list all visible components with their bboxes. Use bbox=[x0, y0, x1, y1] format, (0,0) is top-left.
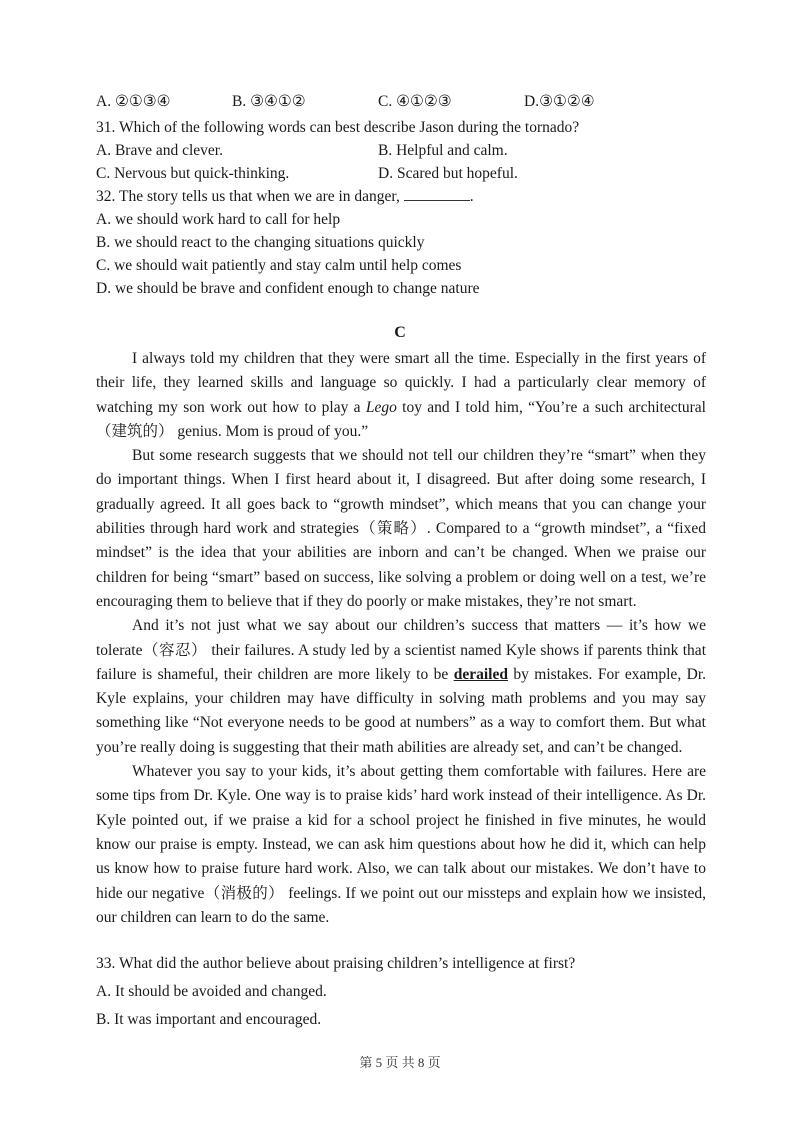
passage-paragraph-3 bbox=[96, 614, 706, 760]
q32-stem-text: 32. The story tells us that when we are in danger, bbox=[96, 188, 400, 205]
q31-option-d: D. Scared but hopeful. bbox=[378, 165, 518, 182]
page-footer: 第 5 页 共 8 页 bbox=[359, 1055, 441, 1070]
derailed-keyword: derailed bbox=[453, 665, 508, 683]
passage-paragraph-1 bbox=[96, 347, 706, 444]
q30-option-c: C. ④①②③ bbox=[378, 93, 452, 110]
question-32 bbox=[96, 185, 716, 300]
q30-option-b: B. ③④①② bbox=[232, 93, 306, 110]
q31-option-a: A. Brave and clever. bbox=[96, 142, 223, 159]
q32-option-b: B. we should react to the changing situations quickly bbox=[96, 234, 425, 251]
q30-option-a: A. ②①③④ bbox=[96, 93, 171, 110]
p3-text-a: And it’s not just what we say about our children’s success that matters — it’s how we tolerate（容忍） their failures. A study led by a scientist named Kyle shows if parents think that failure is shameful, their children are more likely to be bbox=[96, 617, 706, 683]
p3-text-b: by mistakes. For example, Dr. Kyle explains, your children may have difficulty in solving math problems and you may say something like “Not everyone needs to be good at numbers” as a way to comfort them. But what you’re really doing is suggesting that their math abilities are already set, and can’t be changed. bbox=[96, 665, 706, 756]
q31-stem: 31. Which of the following words can best describe Jason during the tornado? bbox=[96, 119, 580, 136]
q31-option-b: B. Helpful and calm. bbox=[378, 142, 508, 159]
lego-term: Lego bbox=[365, 398, 397, 416]
reading-passage bbox=[96, 347, 706, 930]
answer-blank bbox=[404, 186, 470, 201]
question-31 bbox=[96, 116, 716, 185]
question-33 bbox=[96, 950, 716, 1034]
q32-option-d: D. we should be brave and confident enough to change nature bbox=[96, 280, 480, 297]
p1-text-b: toy and I told him, “You’re a such architectural （建筑的） genius. Mom is proud of you.” bbox=[96, 398, 706, 440]
q32-stem-end: . bbox=[469, 188, 474, 205]
q30-option-d: D.③①②④ bbox=[524, 93, 595, 110]
q32-option-c: C. we should wait patiently and stay calm until help comes bbox=[96, 257, 462, 274]
q31-options-row-1 bbox=[96, 139, 716, 162]
passage-paragraph-4: Whatever you say to your kids, it’s about getting them comfortable with failures. Here are some tips from Dr. Kyle. One way is to praise kids’ hard work instead of their intelligence. As Dr. Kyle pointed out, if we praise a kid for a school project he finished in five minutes, he would know our praise is empty. Instead, we can ask him questions about how he did it, which can help us know how to praise future hard work. Also, we can talk about our mistakes. We don’t have to hide our negative（消极的） feelings. If we point out our missteps and explain how we insisted, our children can learn to do the same. bbox=[96, 763, 706, 926]
q31-option-c: C. Nervous but quick-thinking. bbox=[96, 165, 290, 182]
q32-option-a: A. we should work hard to call for help bbox=[96, 211, 341, 228]
passage-paragraph-2: But some research suggests that we should not tell our children they’re “smart” when they do important things. When I first heard about it, I disagreed. But after doing some research, I gradually agreed. It all goes back to “growth mindset”, which means that you can change your abilities through hard work and strategies（策略）. Compared to a “growth mindset”, a “fixed mindset” is the idea that your abilities are inborn and can’t be changed. When we praise our children for being “smart” based on success, like solving a problem or doing well on a test, we’re encouraging them to believe that if they do poorly or make mistakes, they’re not smart. bbox=[96, 447, 706, 610]
section-heading: C bbox=[394, 324, 406, 341]
q33-stem: 33. What did the author believe about praising children’s intelligence at first? bbox=[96, 955, 576, 972]
q30-options bbox=[96, 92, 716, 111]
q31-options-row-2 bbox=[96, 162, 716, 185]
q33-option-a: A. It should be avoided and changed. bbox=[96, 983, 327, 1000]
q32-stem bbox=[96, 185, 716, 208]
q33-option-b: B. It was important and encouraged. bbox=[96, 1011, 322, 1028]
p1-text-a: I always told my children that they were smart all the time. Especially in the first years of their life, they learned skills and language so quickly. I had a particularly clear memory of watching my son work out how to play a bbox=[96, 350, 706, 416]
